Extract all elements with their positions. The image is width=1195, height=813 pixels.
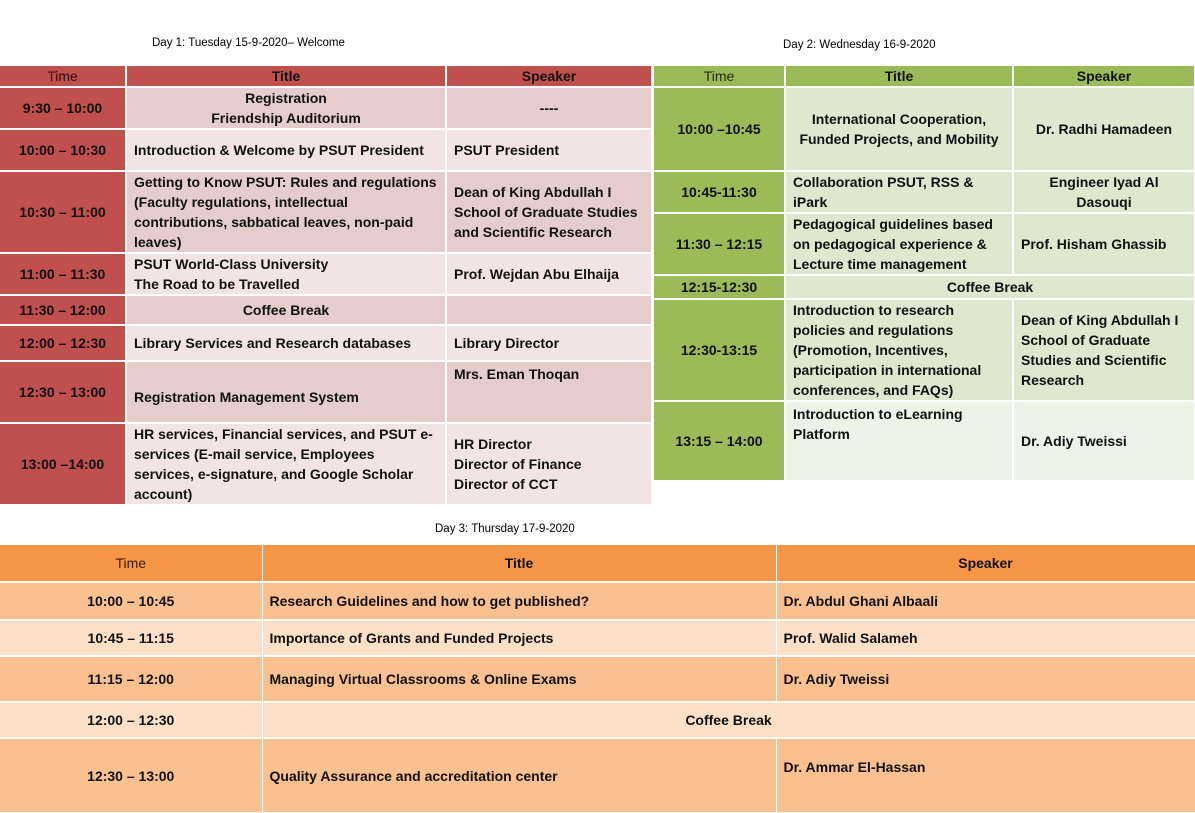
session-speaker: Library Director (446, 325, 652, 361)
session-speaker: Engineer Iyad Al Dasouqi (1013, 171, 1195, 213)
session-time: 10:00 – 10:30 (0, 129, 126, 171)
session-speaker: Prof. Hisham Ghassib (1013, 213, 1195, 275)
table-row (654, 87, 1195, 171)
session-time: 12:00 – 12:30 (0, 702, 262, 738)
session-title: PSUT World-Class University The Road to be Travelled (126, 253, 446, 295)
table-row (654, 299, 1195, 401)
session-time: 13:00 –14:00 (0, 423, 126, 505)
session-time: 11:00 – 11:30 (0, 253, 126, 295)
table-row (0, 582, 1195, 620)
session-time: 12:30 – 13:00 (0, 738, 262, 812)
session-title: Research Guidelines and how to get published? (262, 582, 776, 620)
table-row (0, 738, 1195, 812)
session-time: 11:30 – 12:15 (654, 213, 785, 275)
table-row (0, 129, 652, 171)
session-time: 9:30 – 10:00 (0, 87, 126, 129)
day3-caption: Day 3: Thursday 17-9-2020 (435, 523, 575, 535)
session-speaker: ---- (446, 87, 652, 129)
day2-caption: Day 2: Wednesday 16-9-2020 (783, 39, 936, 51)
title-header: Title (262, 545, 776, 582)
session-title: Introduction & Welcome by PSUT President (126, 129, 446, 171)
table-row (0, 702, 1195, 738)
title-header: Title (126, 66, 446, 87)
session-speaker: Dean of King Abdullah I School of Graduate Studies and Scientific Research (446, 171, 652, 253)
session-time: 10:45-11:30 (654, 171, 785, 213)
session-title: Registration Friendship Auditorium (126, 87, 446, 129)
table-row (0, 361, 652, 423)
session-title: Quality Assurance and accreditation center (262, 738, 776, 812)
table-header-row (654, 66, 1195, 87)
time-header: Time (0, 545, 262, 582)
table-row (0, 253, 652, 295)
session-speaker: Dr. Ammar El-Hassan (776, 738, 1195, 812)
day2-schedule-table (654, 66, 1195, 482)
session-title: Introduction to research policies and regulations (Promotion, Incentives, participation in international conferences, and FAQs) (785, 299, 1013, 401)
day1-caption: Day 1: Tuesday 15-9-2020– Welcome (152, 37, 345, 49)
session-speaker: Dr. Adiy Tweissi (1013, 401, 1195, 481)
table-row (654, 213, 1195, 275)
table-row (0, 325, 652, 361)
table-row (0, 656, 1195, 702)
session-speaker (446, 295, 652, 325)
session-title: Getting to Know PSUT: Rules and regulations (Faculty regulations, intellectual contributions, sabbatical leaves, non-paid leaves) (126, 171, 446, 253)
session-title: Registration Management System (126, 361, 446, 423)
session-speaker: PSUT President (446, 129, 652, 171)
session-speaker: Dr. Adiy Tweissi (776, 656, 1195, 702)
session-time: 10:45 – 11:15 (0, 620, 262, 656)
table-row (0, 295, 652, 325)
session-speaker: Prof. Walid Salameh (776, 620, 1195, 656)
session-title: Managing Virtual Classrooms & Online Exams (262, 656, 776, 702)
session-title: Coffee Break (262, 702, 1195, 738)
session-time: 12:30 – 13:00 (0, 361, 126, 423)
session-title: International Cooperation, Funded Projects, and Mobility (785, 87, 1013, 171)
table-row (0, 620, 1195, 656)
title-header: Title (785, 66, 1013, 87)
session-speaker: Prof. Wejdan Abu Elhaija (446, 253, 652, 295)
table-row (0, 171, 652, 253)
table-row (654, 171, 1195, 213)
speaker-header: Speaker (776, 545, 1195, 582)
session-time: 10:00 –10:45 (654, 87, 785, 171)
table-header-row (0, 66, 652, 87)
speaker-header: Speaker (1013, 66, 1195, 87)
session-time: 12:15-12:30 (654, 275, 785, 299)
session-time: 12:30-13:15 (654, 299, 785, 401)
session-title: Importance of Grants and Funded Projects (262, 620, 776, 656)
session-speaker: Mrs. Eman Thoqan (446, 361, 652, 423)
table-row (0, 423, 652, 505)
session-title: Library Services and Research databases (126, 325, 446, 361)
session-time: 12:00 – 12:30 (0, 325, 126, 361)
session-speaker: HR Director Director of Finance Director of CCT (446, 423, 652, 505)
session-title: Pedagogical guidelines based on pedagogical experience & Lecture time management (785, 213, 1013, 275)
session-title: Coffee Break (126, 295, 446, 325)
session-title: Introduction to eLearning Platform (785, 401, 1013, 481)
table-row (0, 87, 652, 129)
day3-schedule-table (0, 545, 1195, 812)
session-speaker: Dean of King Abdullah I School of Graduate Studies and Scientific Research (1013, 299, 1195, 401)
session-time: 10:30 – 11:00 (0, 171, 126, 253)
session-time: 11:30 – 12:00 (0, 295, 126, 325)
table-row (654, 275, 1195, 299)
session-time: 11:15 – 12:00 (0, 656, 262, 702)
speaker-header: Speaker (446, 66, 652, 87)
time-header: Time (654, 66, 785, 87)
session-title: HR services, Financial services, and PSUT e-services (E-mail service, Employees services, e-signature, and Google Scholar account) (126, 423, 446, 505)
session-speaker: Dr. Abdul Ghani Albaali (776, 582, 1195, 620)
session-title: Collaboration PSUT, RSS & iPark (785, 171, 1013, 213)
time-header: Time (0, 66, 126, 87)
table-header-row (0, 545, 1195, 582)
session-title: Coffee Break (785, 275, 1195, 299)
session-time: 13:15 – 14:00 (654, 401, 785, 481)
session-speaker: Dr. Radhi Hamadeen (1013, 87, 1195, 171)
session-time: 10:00 – 10:45 (0, 582, 262, 620)
day1-schedule-table (0, 66, 653, 506)
table-row (654, 401, 1195, 481)
